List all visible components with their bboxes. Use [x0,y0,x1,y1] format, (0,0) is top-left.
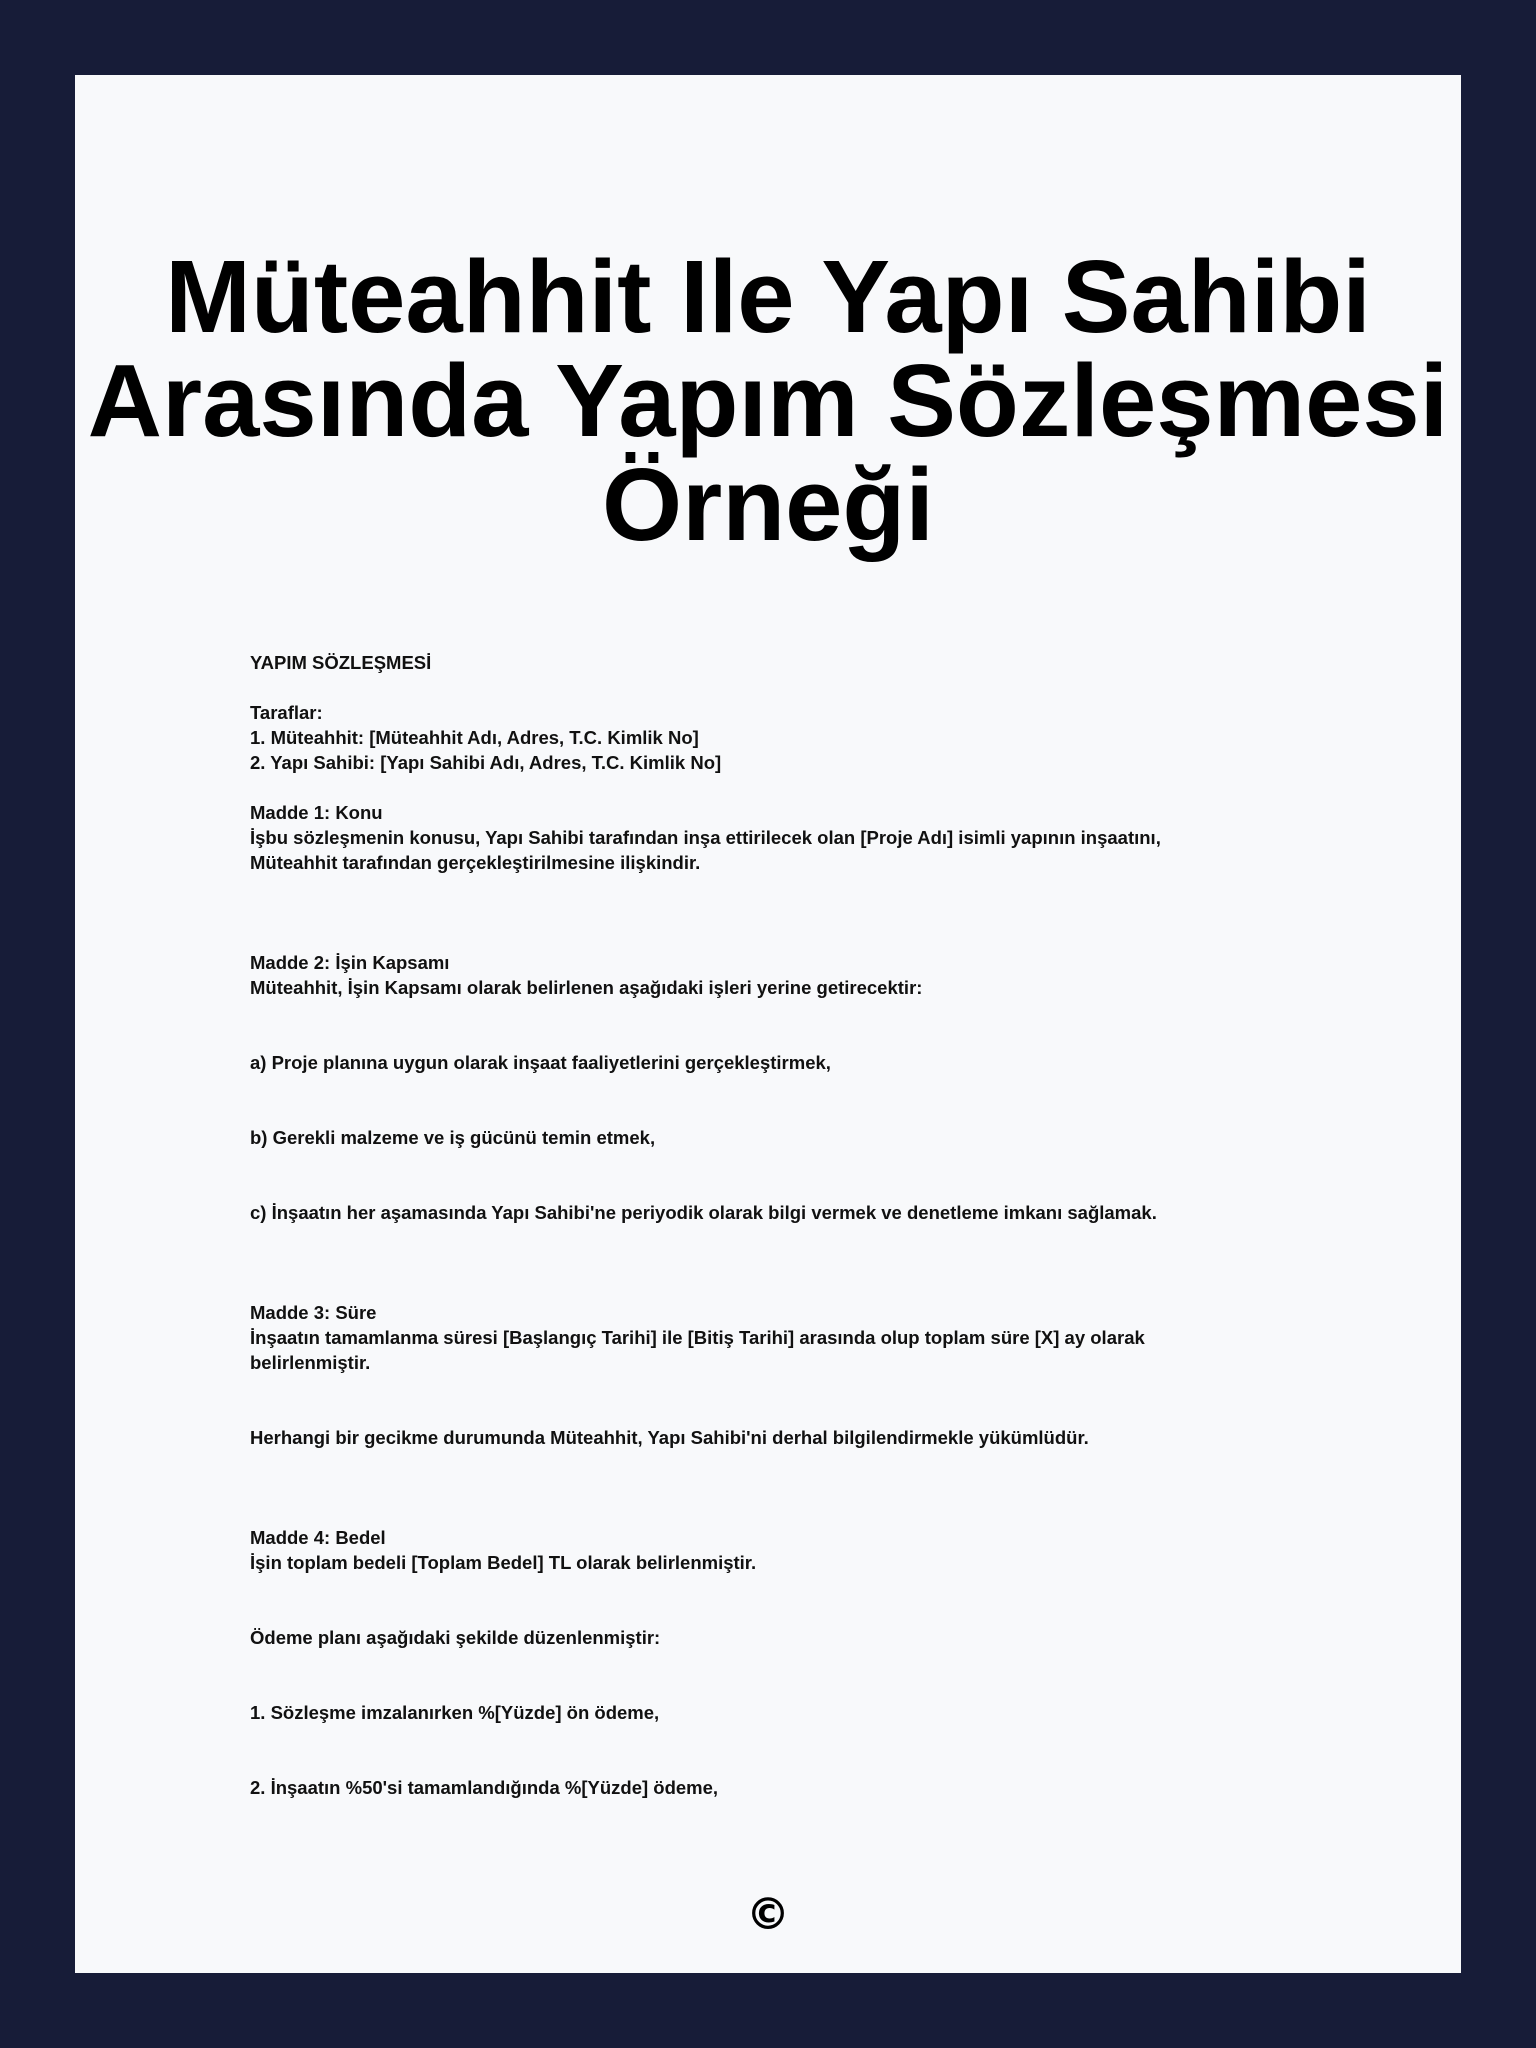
contract-body [250,650,1340,1800]
article-1-title: Madde 1: Konu [250,802,383,823]
article-4-text-1: İşin toplam bedeli [Toplam Bedel] TL olarak belirlenmiştir. [250,1552,757,1573]
article-2-intro: Müteahhit, İşin Kapsamı olarak belirlenen aşağıdaki işleri yerine getirecektir: [250,977,923,998]
article-4-payment-1: 1. Sözleşme imzalanırken %[Yüzde] ön ödeme, [250,1702,660,1723]
party-contractor: 1. Müteahhit: [Müteahhit Adı, Adres, T.C. Kimlik No] [250,727,699,748]
article-2-title: Madde 2: İşin Kapsamı [250,952,450,973]
article-3-delay: Herhangi bir gecikme durumunda Müteahhit, Yapı Sahibi'ni derhal bilgilendirmekle yükümlüdür. [250,1427,1089,1448]
article-3-text-2: belirlenmiştir. [250,1352,371,1373]
article-2-item-c: c) İnşaatın her aşamasında Yapı Sahibi'ne periyodik olarak bilgi vermek ve denetleme imkanı sağlamak. [250,1202,1157,1223]
title-line-2: Arasında Yapım Sözleşmesi [87,343,1449,458]
article-1-text-2: Müteahhit tarafından gerçekleştirilmesine ilişkindir. [250,852,701,873]
article-4-payment-plan: Ödeme planı aşağıdaki şekilde düzenlenmiştir: [250,1627,661,1648]
document-title [75,239,1461,562]
article-4-payment-2: 2. İnşaatın %50'si tamamlandığında %[Yüzde] ödeme, [250,1777,719,1798]
parties-label: Taraflar: [250,702,323,723]
title-line-1: Müteahhit Ile Yapı Sahibi [165,239,1371,354]
article-3-text-1: İnşaatın tamamlanma süresi [Başlangıç Tarihi] ile [Bitiş Tarihi] arasında olup toplam süre [X] ay olarak [250,1327,1145,1348]
document-page [75,75,1461,1973]
title-line-3: Örneği [602,447,934,562]
copyright-icon: © [746,1889,790,1940]
article-2-item-a: a) Proje planına uygun olarak inşaat faaliyetlerini gerçekleştirmek, [250,1052,831,1073]
article-4-title: Madde 4: Bedel [250,1527,386,1548]
article-2-item-b: b) Gerekli malzeme ve iş gücünü temin etmek, [250,1127,656,1148]
article-1-text-1: İşbu sözleşmenin konusu, Yapı Sahibi tarafından inşa ettirilecek olan [Proje Adı] isimli yapının inşaatını, [250,827,1161,848]
article-3-title: Madde 3: Süre [250,1302,377,1323]
party-owner: 2. Yapı Sahibi: [Yapı Sahibi Adı, Adres, T.C. Kimlik No] [250,752,722,773]
contract-heading: YAPIM SÖZLEŞMESİ [250,652,432,673]
